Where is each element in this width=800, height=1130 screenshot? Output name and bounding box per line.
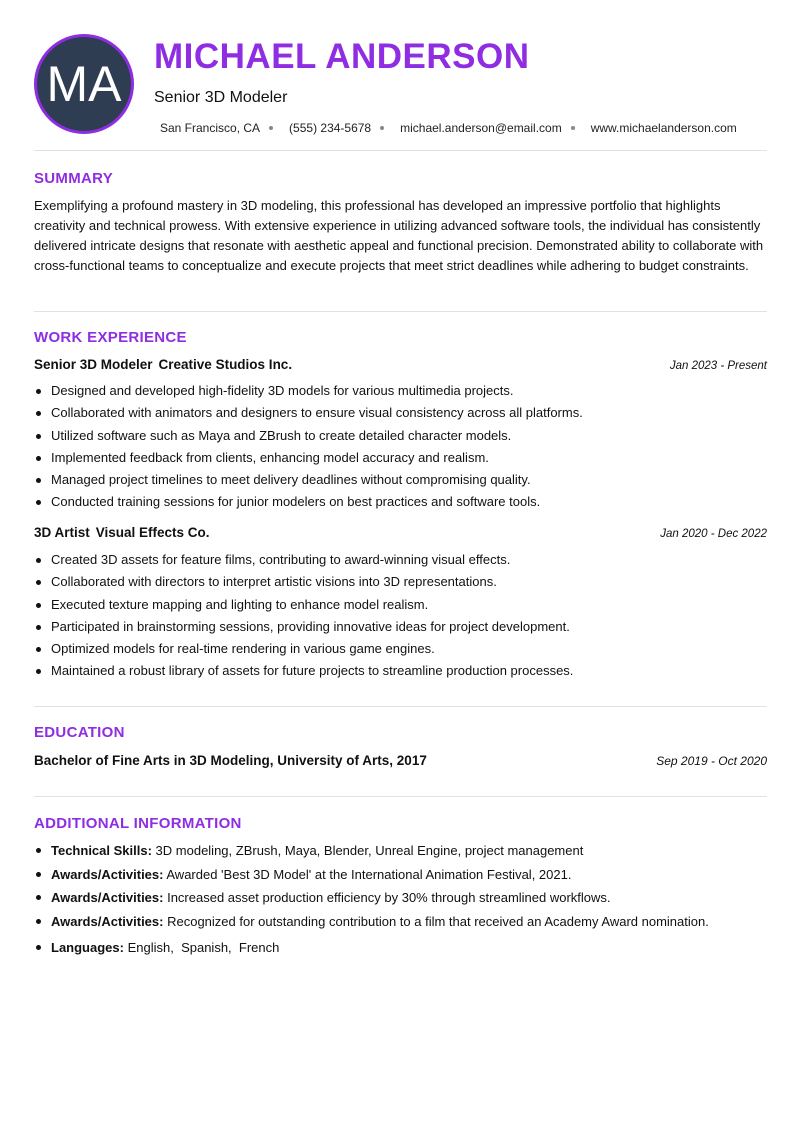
- item-label: Awards/Activities:: [51, 914, 164, 930]
- separator-dot: [571, 126, 575, 130]
- item-text: English, Spanish, French: [127, 939, 280, 955]
- contact-website[interactable]: www.michaelanderson.com: [590, 121, 737, 135]
- job-company: Visual Effects Co.: [95, 525, 210, 540]
- item-label: Languages:: [51, 939, 124, 955]
- candidate-name: MICHAEL ANDERSON: [154, 37, 530, 76]
- job-header: [34, 525, 767, 540]
- divider: [34, 311, 767, 312]
- contact-row: [160, 121, 737, 135]
- contact-phone[interactable]: (555) 234-5678: [289, 121, 400, 135]
- education-dates: Sep 2019 - Oct 2020: [656, 754, 767, 768]
- summary-heading: SUMMARY: [34, 170, 114, 187]
- job-company: Creative Studios Inc.: [158, 357, 293, 372]
- divider: [34, 150, 767, 151]
- avatar-initials: MA: [46, 56, 122, 112]
- additional-list: [34, 839, 709, 960]
- list-item: Executed texture mapping and lighting to enhance model realism.: [51, 594, 573, 616]
- job-dates: Jan 2023 - Present: [669, 360, 767, 372]
- job-role: Senior 3D Modeler: [34, 357, 153, 372]
- list-item: Created 3D assets for feature films, contributing to award-winning visual effects.: [51, 549, 573, 571]
- item-text: Awarded 'Best 3D Model' at the International Animation Festival, 2021.: [166, 866, 572, 882]
- list-item: Conducted training sessions for junior modelers on best practices and software tools.: [51, 491, 583, 513]
- additional-heading: ADDITIONAL INFORMATION: [34, 815, 242, 832]
- list-item: Optimized models for real-time rendering in various game engines.: [51, 638, 573, 660]
- list-item: Managed project timelines to meet delivery deadlines without compromising quality.: [51, 469, 583, 491]
- job-bullets: [34, 549, 573, 683]
- contact-location: San Francisco, CA: [160, 121, 289, 135]
- separator-dot: [380, 126, 384, 130]
- job-role: 3D Artist: [34, 525, 90, 540]
- list-item: Collaborated with animators and designers to ensure visual consistency across all platforms.: [51, 402, 583, 424]
- list-item: Participated in brainstorming sessions, providing innovative ideas for project development.: [51, 616, 573, 638]
- experience-heading: WORK EXPERIENCE: [34, 329, 187, 346]
- list-item: [51, 886, 709, 910]
- item-label: Awards/Activities:: [51, 866, 164, 882]
- divider: [34, 796, 767, 797]
- contact-email[interactable]: michael.anderson@email.com: [400, 121, 591, 135]
- avatar: [34, 34, 134, 134]
- education-entry: [34, 753, 767, 768]
- list-item: Collaborated with directors to interpret artistic visions into 3D representations.: [51, 571, 573, 593]
- candidate-title: Senior 3D Modeler: [154, 89, 288, 106]
- job-bullets: [34, 380, 583, 514]
- separator-dot: [269, 126, 273, 130]
- summary-text: Exemplifying a profound mastery in 3D modeling, this professional has developed an impressive portfolio that highlights creativity and technical prowess. With extensive experience in utilizing advanced software tools, the individual has consistently delivered intricate designs that resonate with aesthetic appeal and functional precision. Demonstrated ability to collaborate with cross-functional teams to conceptualize and execute projects that meet strict deadlines while adhering to budget constraints.: [34, 198, 764, 273]
- item-label: Technical Skills:: [51, 843, 152, 858]
- list-item: [51, 863, 709, 887]
- education-degree: Bachelor of Fine Arts in 3D Modeling, University of Arts, 2017: [34, 753, 427, 768]
- list-item: [51, 910, 709, 934]
- item-text: 3D modeling, ZBrush, Maya, Blender, Unreal Engine, project management: [155, 843, 584, 858]
- job-header: [34, 357, 767, 372]
- item-text: Increased asset production efficiency by 30% through streamlined workflows.: [167, 890, 611, 906]
- divider: [34, 706, 767, 707]
- list-item: Maintained a robust library of assets for future projects to streamline production processes.: [51, 660, 573, 682]
- education-heading: EDUCATION: [34, 724, 125, 741]
- item-label: Awards/Activities:: [51, 890, 164, 906]
- list-item: [51, 936, 709, 960]
- list-item: Designed and developed high-fidelity 3D models for various multimedia projects.: [51, 380, 583, 402]
- list-item: Implemented feedback from clients, enhancing model accuracy and realism.: [51, 447, 583, 469]
- item-text: Recognized for outstanding contribution to a film that received an Academy Award nomination.: [167, 914, 709, 930]
- list-item: Utilized software such as Maya and ZBrush to create detailed character models.: [51, 425, 583, 447]
- list-item: [51, 839, 709, 863]
- job-dates: Jan 2020 - Dec 2022: [660, 528, 767, 540]
